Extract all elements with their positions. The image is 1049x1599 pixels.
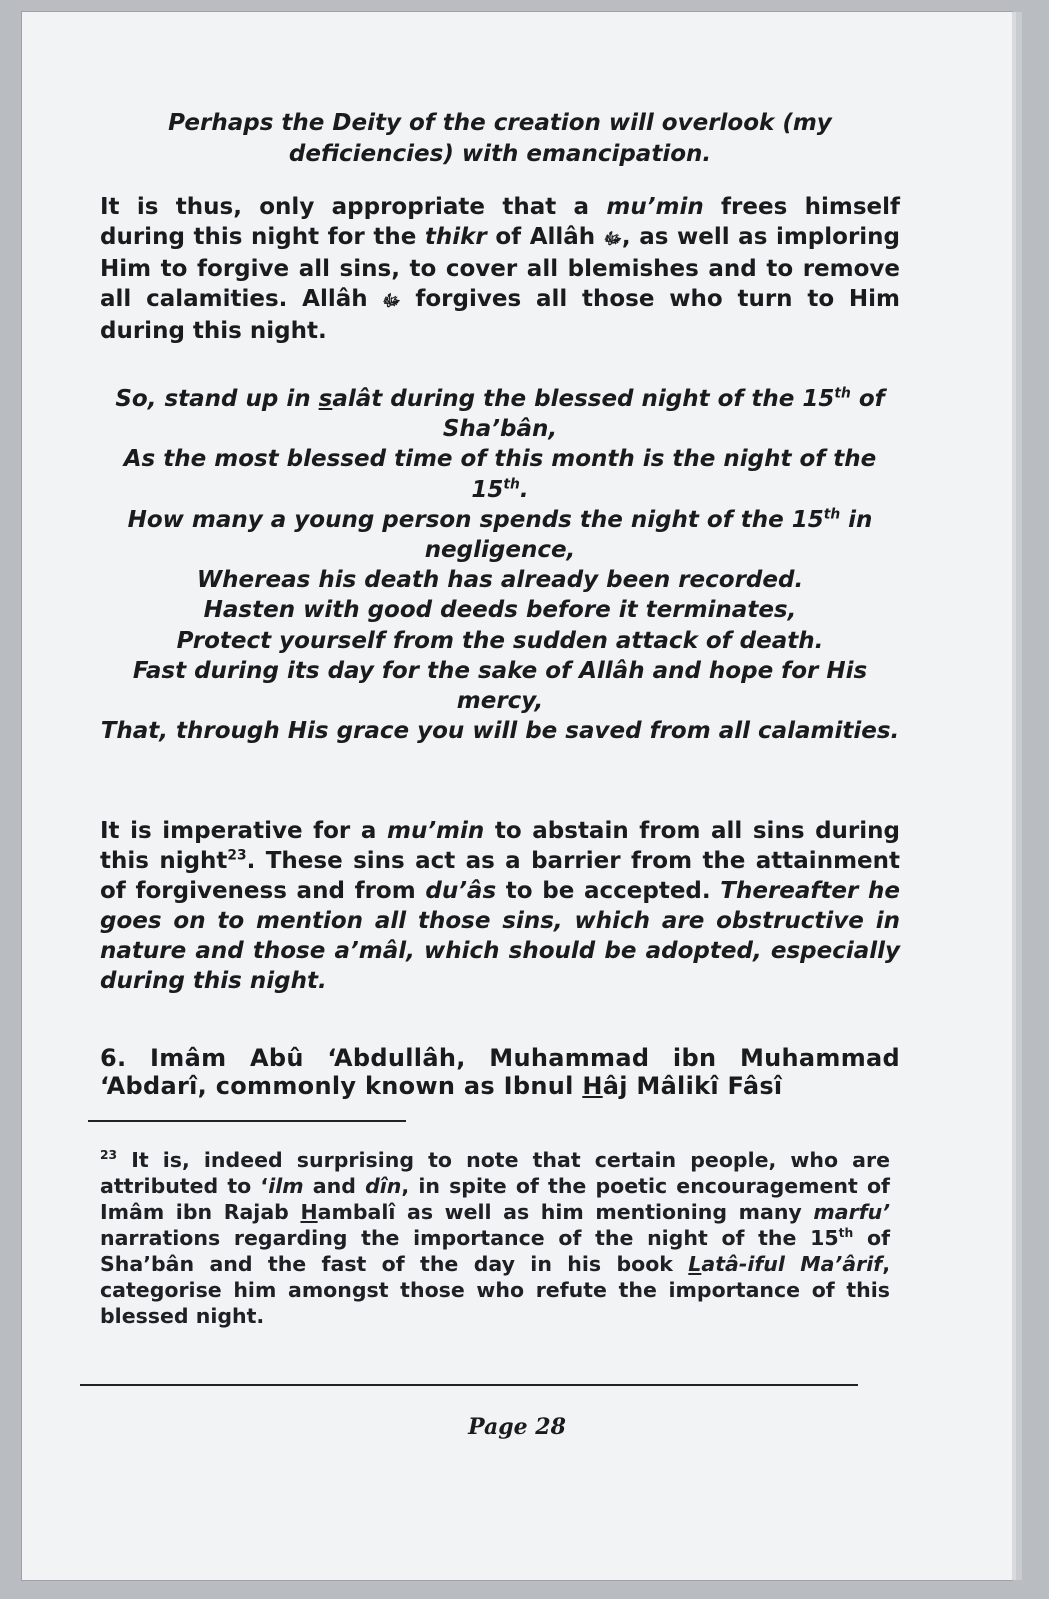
footnote: $^{23}$ It is, indeed surprising to note that certain people, who are attributed to ‘ilm and dîn, in spite of the poetic encouragement of Imâm ibn Rajab Hambalî as well as him mentioning many marfu’ narrations regarding the importance of the night of the 15th of Sha’bân and the fast of the day in his book Latâ-iful Ma’ârif, categorise him amongst those who refute the importance of this blessed night. [100,1148,890,1328]
term: mu’min [386,818,485,844]
poem-line: Protect yourself from the sudden attack of death. [176,627,824,654]
page-footer-rule [80,1384,858,1386]
text: to abstain from all sins during this night [100,818,900,874]
term: du’âs [425,878,497,904]
footnote-separator [88,1120,406,1122]
page-number: Page 28 [468,1414,566,1440]
poem [100,384,900,746]
poem-line: That, through His grace you will be saved from all calamities. [100,718,900,745]
book-page [22,12,1012,1580]
footnote-marker: 23 [227,847,247,864]
verse-line: deficiencies) with emancipation. [288,141,712,167]
text: of Allâh [486,224,604,250]
honorific-glyph: ﷻ [382,291,401,310]
italic-text: Thereafter he goes on to mention all those sins, which are obstructive in nature and those a’mâl, which should be adopted, especially during this night. [100,878,900,994]
text: to be accepted. [496,878,721,904]
opening-verse [100,108,900,170]
honorific-glyph: ﷻ [603,229,622,248]
poem-line: Whereas his death has already been recorded. [196,567,804,594]
text: It is thus, only appropriate that a [100,194,607,220]
footnote-number: 23 [100,1148,118,1163]
paragraph-thikr [100,192,900,346]
poem-line: So, stand up in salât during the blessed night of the 15th of Sha’bân, [115,385,885,443]
text: frees himself during this night for the [100,194,901,250]
term: thikr [424,224,487,250]
poem-line: Hasten with good deeds before it terminates, [203,597,797,624]
poem-line: Fast during its day for the sake of Allâh and hope for His mercy, [132,657,868,715]
section-heading: 6. Imâm Abû ‘Abdullâh, Muhammad ibn Muhammad ‘Abdarî, commonly known as Ibnul Hâj Mâlikî Fâsî [100,1044,900,1100]
text: forgives all those who turn to Him during this night. [100,286,901,344]
verse-line: Perhaps the Deity of the creation will overlook (my [168,110,832,136]
poem-line: As the most blessed time of this month is the night of the 15th. [123,446,877,503]
poem-line: How many a young person spends the night of the 15th in negligence, [127,506,873,564]
term: mu’min [606,194,704,220]
text: . These sins act as a barrier from the attainment of forgiveness and from [100,848,901,904]
text: It is imperative for a [100,818,387,844]
text: , as well as imploring Him to forgive all sins, to cover all blemishes and to remove all calamities. Allâh [100,224,901,312]
paragraph-sins [100,816,900,996]
